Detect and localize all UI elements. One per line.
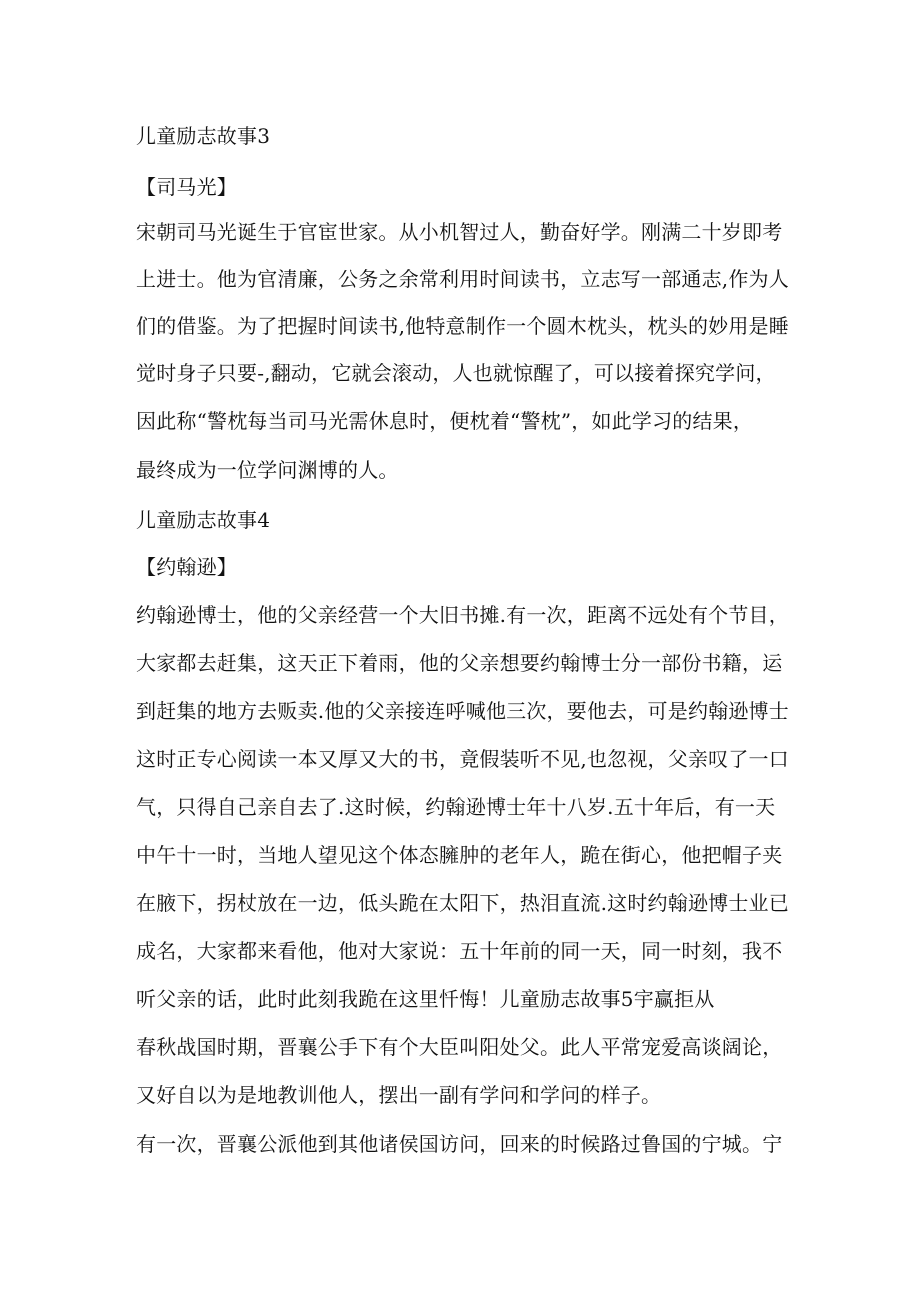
paragraph-line: 春秋战国时期，晋襄公手下有个大臣叫阳处父。此人平常宠爱高谈阔论， <box>136 1035 783 1059</box>
story-4-title: 【约翰逊】 <box>136 555 237 579</box>
paragraph-line: 中午十一时，当地人望见这个体态臃肿的老年人，跪在街心，他把帽子夹 <box>136 843 783 867</box>
paragraph-line: 到赶集的地方去贩卖.他的父亲接连呼喊他三次，要他去，可是约翰逊博士 <box>136 699 789 723</box>
paragraph-line: 成名，大家都来看他，他对大家说：五十年前的同一天，同一时刻，我不 <box>136 939 783 963</box>
paragraph-line: 约翰逊博士，他的父亲经营一个大旧书摊.有一次，距离不远处有个节目， <box>136 603 789 627</box>
paragraph-line: 有一次，晋襄公派他到其他诸侯国访问，回来的时候路过鲁国的宁城。宁 <box>136 1132 783 1156</box>
paragraph-line: 因此称“警枕每当司马光需休息时，便枕着“警枕”，如此学习的结果， <box>136 409 754 433</box>
paragraph-line: 宋朝司马光诞生于官宦世家。从小机智过人，勤奋好学。刚满二十岁即考 <box>136 220 783 244</box>
paragraph-line: 这时正专心阅读一本又厚又大的书，竟假装听不见,也忽视，父亲叹了一口 <box>136 747 789 771</box>
paragraph-line: 大家都去赶集，这天正下着雨，他的父亲想要约翰博士分一部份书籍，运 <box>136 651 783 675</box>
paragraph-line: 上进士。他为官清廉，公务之余常利用时间读书，立志写一部通志,作为人 <box>136 267 789 291</box>
paragraph-line: 最终成为一位学问渊博的人。 <box>136 458 399 482</box>
story-4-heading: 儿童励志故事4 <box>136 508 271 532</box>
paragraph-line: 在腋下，拐杖放在一边，低头跪在太阳下，热泪直流.这时约翰逊博士业已 <box>136 891 789 915</box>
paragraph-line: 觉时身子只要-,翻动，它就会滚动，人也就惊醒了，可以接着探究学问， <box>136 361 776 385</box>
story-3-heading: 儿童励志故事3 <box>136 124 271 148</box>
paragraph-line: 又好自以为是地教训他人，摆出一副有学问和学问的样子。 <box>136 1083 662 1107</box>
paragraph-line: 们的借鉴。为了把握时间读书,他特意制作一个圆木枕头，枕头的妙用是睡 <box>136 314 789 338</box>
paragraph-line: 听父亲的话，此时此刻我跪在这里忏悔！儿童励志故事5宇赢拒从 <box>136 987 715 1011</box>
story-3-title: 【司马光】 <box>136 175 237 199</box>
paragraph-line: 气，只得自己亲自去了.这时候，约翰逊博士年十八岁.五十年后，有一天 <box>136 795 776 819</box>
